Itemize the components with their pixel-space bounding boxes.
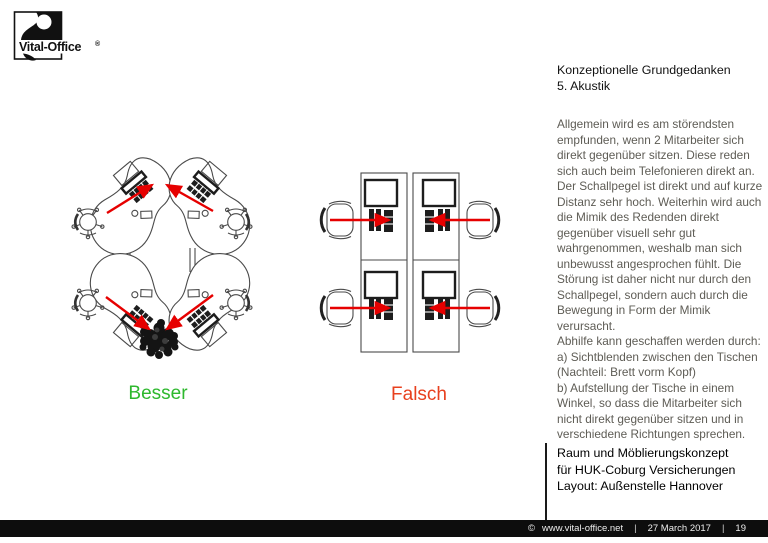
footer-separator: | — [721, 523, 725, 534]
body-paragraph: Allgemein wird es am störendsten empfunden, wenn 2 Mitarbeiter sich direkt gegenüber sitzen. Diese reden sich auch beim Telefonieren direkt an. Der Schallpegel ist direkt und auf kurze Distanz sehr hoch. Weiterhin wird auch die Mimik des Redenden direkt gegenüber visuell sehr gut wahrgenommen, weshalb man sich unbewusst angesprochen fühlt. Die Störung ist daher nicht nur durch den Schallpegel, sondern auch durch die Bewegung in Form der Mimik verursacht. — [557, 117, 763, 333]
diagram-wrong — [310, 160, 510, 360]
desk-top-left — [86, 151, 176, 262]
remedies-paragraph — [557, 334, 768, 443]
remedies-intro: Abhilfe kann geschaffen werden durch: — [557, 334, 761, 348]
speech-direction-arrows — [330, 220, 490, 308]
brand-text: Vital-Office — [19, 40, 82, 54]
remedies-item-a: a) Sichtblenden zwischen den Tischen (Nachteil: Brett vorm Kopf) — [557, 349, 758, 379]
project-credit — [557, 445, 735, 495]
monitor — [365, 272, 397, 298]
credit-line3: Layout: Außenstelle Hannover — [557, 479, 724, 493]
page-number: 19 — [735, 523, 746, 534]
credit-line1: Raum und Möblierungskonzept — [557, 446, 729, 460]
footer-date: 27 March 2017 — [647, 523, 711, 534]
label-besser: Besser — [128, 383, 188, 404]
footer-bar — [0, 520, 768, 537]
monitor — [365, 180, 397, 206]
credit-line2: für HUK-Coburg Versicherungen — [557, 462, 736, 477]
label-falsch: Falsch — [391, 384, 447, 405]
section-title-line2: 5. Akustik — [557, 79, 611, 93]
body-copy — [557, 117, 768, 443]
footer-separator: | — [634, 523, 637, 534]
monitor — [423, 180, 455, 206]
site-url: www.vital-office.net — [541, 523, 624, 534]
registered-mark: ® — [95, 41, 101, 48]
copyright-symbol: © — [527, 523, 535, 534]
section-title-line1: Konzeptionelle Grundgedanken — [557, 63, 731, 77]
vital-office-logo — [13, 9, 133, 65]
diagram-better — [55, 140, 285, 380]
credit-divider-line — [545, 443, 547, 521]
logo-yinyang-dot — [37, 15, 52, 30]
remedies-item-b: b) Aufstellung der Tische in einem Winkel, so dass die Mitarbeiter sich nicht direkt gegenüber sitzen und in verschiedene Richtungen sprechen. — [557, 380, 746, 441]
desk-top-right — [164, 151, 254, 262]
section-title — [557, 62, 731, 94]
monitor — [423, 272, 455, 298]
